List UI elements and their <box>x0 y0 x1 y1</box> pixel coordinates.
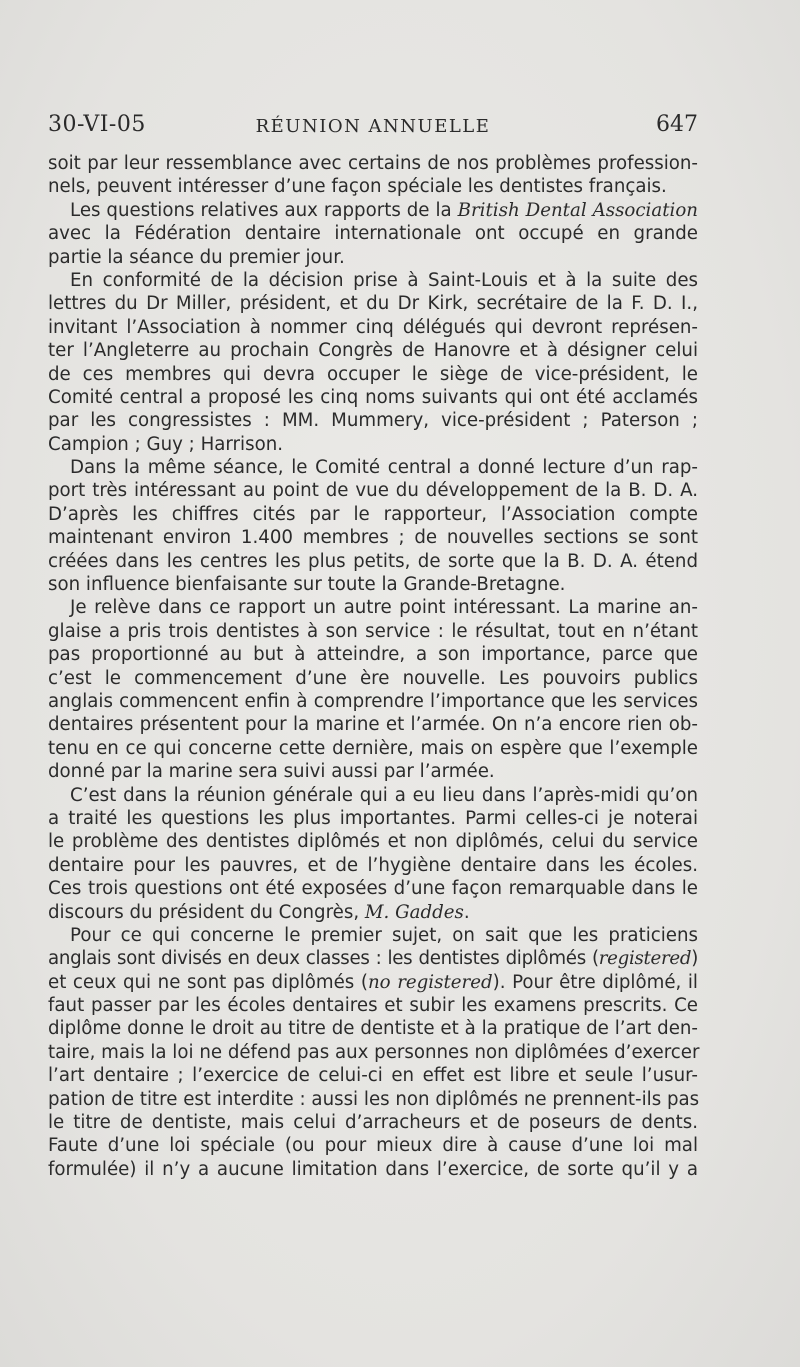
italic-text: no registered <box>367 971 493 993</box>
text-line: Pour ce qui concerne le premier sujet, on sait que les praticiens <box>70 924 698 946</box>
text-line: pas proportionné au but à atteindre, a son importance, parce que <box>48 644 698 666</box>
text-line: D’après les chiffres cités par le rapporteur, l’Association compte <box>48 503 698 525</box>
text-line: anglais commencent enfin à comprendre l’importance que les services <box>48 690 698 712</box>
text-segment: . <box>463 901 470 923</box>
text-segment: anglais sont divisés en deux classes : les dentistes diplômés ( <box>48 948 599 970</box>
text-line: formulée) il n’y a aucune limitation dans l’exercice, de sorte qu’il y a <box>48 1158 698 1180</box>
text-line <box>48 947 698 970</box>
text-line: créées dans les centres les plus petits, de sorte que la B. D. A. étend <box>48 550 698 572</box>
text-line: ter l’Angleterre au prochain Congrès de Hanovre et à désigner celui <box>48 340 698 362</box>
text-line: le problème des dentistes diplômés et non diplômés, celui du service <box>48 831 698 853</box>
text-line: Campion ; Guy ; Harrison. <box>48 433 283 455</box>
text-line: Dans la même séance, le Comité central a donné lecture d’un rap- <box>70 457 698 479</box>
text-line <box>48 971 698 994</box>
text-line: c’est le commencement d’une ère nouvelle. Les pouvoirs publics <box>48 667 698 689</box>
text-segment: ). Pour être diplômé, il <box>492 971 698 993</box>
text-line: diplôme donne le droit au titre de dentiste et à la pratique de l’art den- <box>48 1018 698 1040</box>
page-number: 647 <box>656 112 698 137</box>
text-line: lettres du Dr Miller, président, et du Dr Kirk, secrétaire de la F. D. I., <box>48 293 698 315</box>
text-line: soit par leur ressemblance avec certains de nos problèmes profession- <box>48 153 698 174</box>
body-text <box>48 152 698 1181</box>
text-line: Comité central a proposé les cinq noms suivants qui ont été acclamés <box>48 386 698 408</box>
text-line: Faute d’une loi spéciale (ou pour mieux dire à cause d’une loi mal <box>48 1135 698 1157</box>
text-segment: discours du président du Congrès, <box>48 901 365 923</box>
text-line <box>48 199 698 222</box>
italic-text: British Dental Association <box>457 199 698 221</box>
text-line: a traité les questions les plus importantes. Parmi celles-ci je noterai <box>48 807 698 829</box>
text-line: glaise a pris trois dentistes à son service : le résultat, tout en n’étant <box>48 620 698 642</box>
text-segment: et ceux qui ne sont pas diplômés ( <box>48 971 368 993</box>
text-line: taire, mais la loi ne défend pas aux personnes non diplômées d’exercer <box>48 1041 700 1063</box>
text-line: maintenant environ 1.400 membres ; de nouvelles sections se sont <box>48 527 698 549</box>
text-line: partie la séance du premier jour. <box>48 246 345 268</box>
text-segment: Les questions relatives aux rapports de la <box>70 199 458 221</box>
text-line: Je relève dans ce rapport un autre point intéressant. La marine an- <box>70 597 698 619</box>
text-line: son influence bienfaisante sur toute la Grande-Bretagne. <box>48 574 566 596</box>
text-line: En conformité de la décision prise à Saint-Louis et à la suite des <box>70 269 698 291</box>
text-line: donné par la marine sera suivi aussi par l’armée. <box>48 761 495 783</box>
text-line: faut passer par les écoles dentaires et subir les examens prescrits. Ce <box>48 995 698 1017</box>
text-line: avec la Fédération dentaire internationale ont occupé en grande <box>48 223 698 245</box>
text-line: invitant l’Association à nommer cinq délégués qui devront représen- <box>48 316 698 338</box>
text-line: port très intéressant au point de vue du développement de la B. D. A. <box>48 480 698 502</box>
text-line <box>48 901 698 924</box>
text-line: l’art dentaire ; l’exercice de celui-ci en effet est libre et seule l’usur- <box>48 1065 698 1087</box>
text-line: nels, peuvent intéresser d’une façon spéciale les dentistes français. <box>48 176 667 198</box>
text-line: C’est dans la réunion générale qui a eu lieu dans l’après-midi qu’on <box>70 784 698 806</box>
running-title: RÉUNION ANNUELLE <box>255 116 491 137</box>
text-line: tenu en ce qui concerne cette dernière, mais on espère que l’exemple <box>48 737 698 759</box>
text-line: pation de titre est interdite : aussi les non diplômés ne prennent-ils pas <box>48 1088 700 1110</box>
text-line: dentaire pour les pauvres, et de l’hygiène dentaire dans les écoles. <box>48 854 698 876</box>
text-line: par les congressistes : MM. Mummery, vice-président ; Paterson ; <box>48 410 698 432</box>
text-line: de ces membres qui devra occuper le siège de vice-président, le <box>48 363 698 385</box>
italic-text: registered <box>598 948 692 970</box>
text-segment: ) <box>691 948 698 970</box>
running-header <box>48 112 698 144</box>
text-line: Ces trois questions ont été exposées d’une façon remarquable dans le <box>48 878 698 900</box>
text-line: le titre de dentiste, mais celui d’arracheurs et de poseurs de dents. <box>48 1112 698 1134</box>
header-date: 30-VI-05 <box>48 112 146 137</box>
text-line: dentaires présentent pour la marine et l’armée. On n’a encore rien ob- <box>48 714 698 736</box>
italic-text: M. Gaddes <box>364 901 464 923</box>
